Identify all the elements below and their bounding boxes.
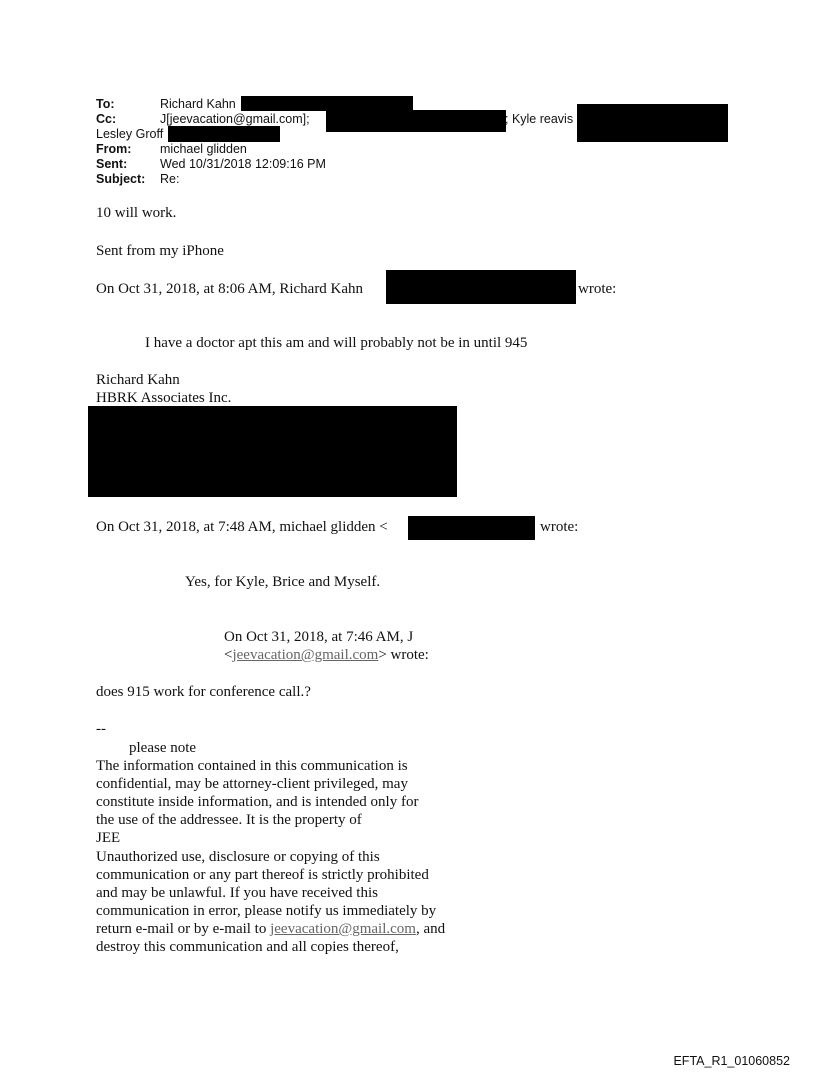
- quote-header-kahn: On Oct 31, 2018, at 8:06 AM, Richard Kahn: [96, 281, 364, 297]
- quote-header-glidden-wrote: wrote:: [540, 519, 579, 535]
- j-email-link[interactable]: jeevacation@gmail.com: [232, 647, 379, 663]
- signature-company: HBRK Associates Inc.: [96, 390, 232, 406]
- redaction-cc-3: [168, 126, 280, 142]
- glidden-message: Yes, for Kyle, Brice and Myself.: [185, 574, 381, 590]
- cc-lesley: Lesley Groff: [96, 127, 164, 141]
- disclaimer-line: and may be unlawful. If you have received this: [96, 885, 378, 901]
- redaction-glidden-email: [408, 516, 535, 540]
- j-message: does 915 work for conference call.?: [96, 684, 311, 700]
- disclaimer-line: destroy this communication and all copies thereof,: [96, 939, 399, 955]
- reply-text: 10 will work.: [96, 205, 177, 221]
- disclaimer-line: The information contained in this communication is: [96, 758, 408, 774]
- disclaimer-email-link[interactable]: jeevacation@gmail.com: [270, 921, 416, 937]
- signature-name: Richard Kahn: [96, 372, 180, 388]
- signature-dashes: --: [96, 721, 106, 737]
- please-note: please note: [129, 740, 197, 756]
- disclaimer-line: JEE: [96, 830, 121, 846]
- sent-label: Sent:: [96, 157, 128, 171]
- cc-kyle: ; Kyle reavis: [505, 112, 574, 126]
- subject-label: Subject:: [96, 172, 146, 186]
- redaction-kahn-email: [386, 270, 576, 304]
- to-label: To:: [96, 97, 115, 111]
- disclaimer-line: communication in error, please notify us immediately by: [96, 903, 437, 919]
- sent-from-text: Sent from my iPhone: [96, 243, 224, 259]
- disclaimer-line: constitute inside information, and is intended only for: [96, 794, 419, 810]
- to-value: Richard Kahn: [160, 97, 236, 111]
- redaction-cc-1: [326, 110, 506, 132]
- disclaimer-line: communication or any part thereof is strictly prohibited: [96, 867, 429, 883]
- kahn-message: I have a doctor apt this am and will probably not be in until 945: [145, 335, 528, 351]
- redaction-cc-2: [577, 104, 728, 142]
- disclaimer-line: return e-mail or by e-mail to jeevacation@gmail.com, and: [96, 921, 446, 937]
- sent-value: Wed 10/31/2018 12:09:16 PM: [160, 157, 326, 171]
- quote-header-j: On Oct 31, 2018, at 7:46 AM, J: [224, 629, 414, 645]
- redaction-signature: [88, 406, 457, 497]
- redaction-to: [241, 96, 413, 111]
- quote-header-kahn-wrote: wrote:: [578, 281, 617, 297]
- cc-value: J[jeevacation@gmail.com];: [160, 112, 310, 126]
- quote-header-j-line2: <jeevacation@gmail.com> wrote:: [224, 647, 429, 663]
- disclaimer-line: confidential, may be attorney-client privileged, may: [96, 776, 408, 792]
- from-label: From:: [96, 142, 132, 156]
- quote-header-glidden: On Oct 31, 2018, at 7:48 AM, michael glidden <: [96, 519, 388, 535]
- document-id: EFTA_R1_01060852: [673, 1054, 790, 1068]
- from-value: michael glidden: [160, 142, 247, 156]
- subject-value: Re:: [160, 172, 180, 186]
- disclaimer-line: the use of the addressee. It is the property of: [96, 812, 362, 828]
- cc-label: Cc:: [96, 112, 117, 126]
- disclaimer-line: Unauthorized use, disclosure or copying of this: [96, 849, 380, 865]
